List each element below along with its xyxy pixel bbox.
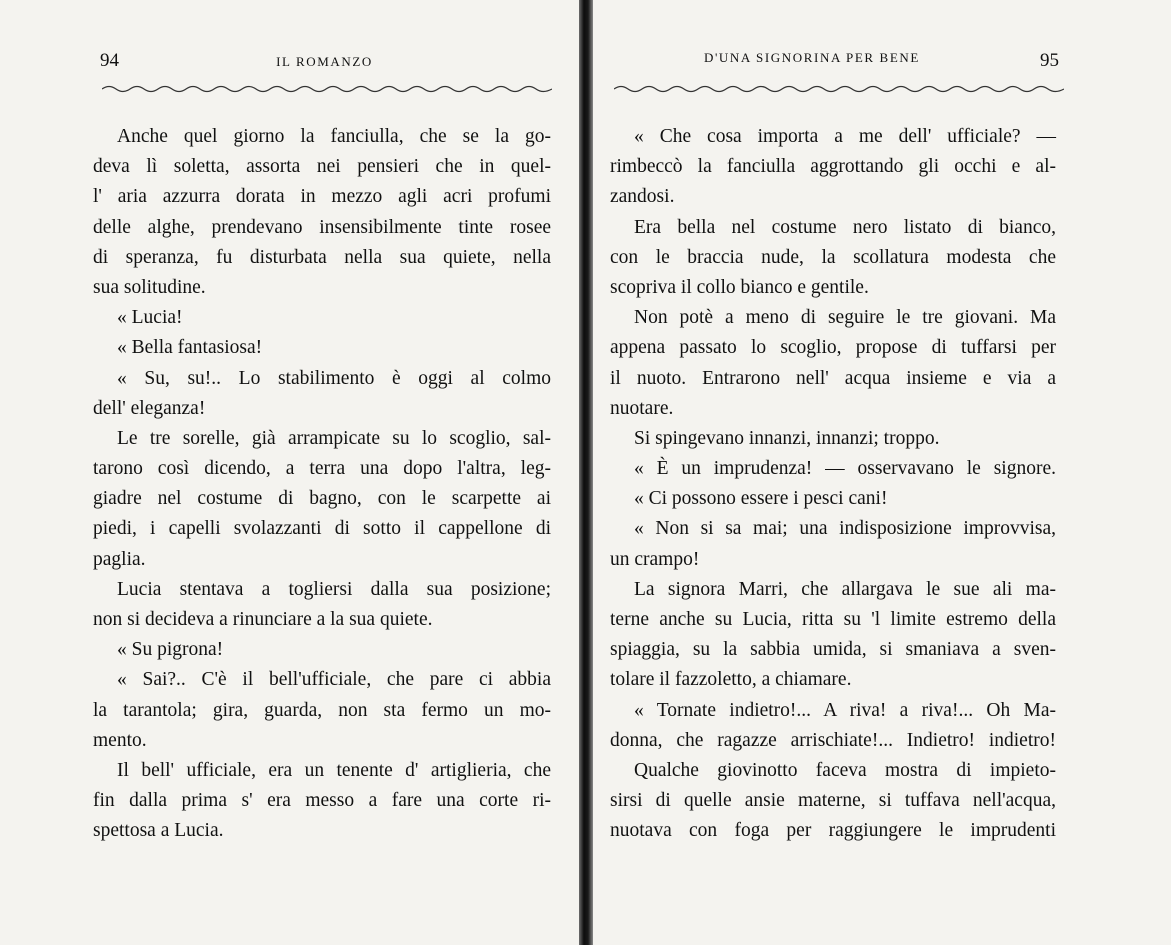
text-line: « Sai?.. C'è il bell'ufficiale, che pare ci abbia [117,669,551,691]
text-line: nuotava con foga per raggiungere le imprudenti [610,820,1056,842]
text-line: « Bella fantasiosa! [117,337,263,359]
text-line: giadre nel costume di bagno, con le scarpette ai [93,488,551,510]
text-line: Anche quel giorno la fanciulla, che se la go- [117,126,551,147]
right-running-title: D'UNA SIGNORINA PER BENE [704,50,920,65]
text-line: « Che cosa importa a me dell' ufficiale? — [634,126,1056,147]
book-gutter [579,0,593,945]
text-line: « Tornate indietro!... A riva! a riva!... Oh Ma- [634,699,1056,721]
text-line: « Su, su!.. Lo stabilimento è oggi al colmo [117,367,551,389]
left-page-body [93,122,551,847]
right-page [592,0,1171,945]
text-line: tolare il fazzoletto, a chiamare. [610,669,852,691]
text-line: terne anche su Lucia, ritta su 'l limite estremo della [610,609,1056,630]
text-line: sua solitudine. [93,276,206,298]
text-line: la tarantola; gira, guarda, non sta fermo un mo- [93,699,551,721]
text-line: spettosa a Lucia. [93,820,224,842]
text-line: con le braccia nude, la scollatura modesta che [610,246,1056,268]
text-line: Si spingevano innanzi, innanzi; troppo. [634,427,940,449]
text-line: Qualche giovinotto faceva mostra di impieto- [634,759,1056,781]
text-line: tarono così dicendo, a terra una dopo l'altra, leg- [93,458,551,480]
text-line: « Ci possono essere i pesci cani! [634,488,888,510]
text-line: Non potè a meno di seguire le tre giovani. Ma [634,307,1056,329]
text-line: dell' eleganza! [93,397,206,419]
text-line: un crampo! [610,548,700,570]
text-line: non si decideva a rinunciare a la sua quiete. [93,609,433,630]
text-line: donna, che ragazze arrischiate!... Indietro! indietro! [610,729,1056,751]
right-page-header [704,50,1062,74]
text-line: paglia. [93,548,146,570]
text-line: di speranza, fu disturbata nella sua quiete, nella [93,246,551,268]
text-line: nuotare. [610,397,674,419]
text-line: il nuoto. Entrarono nell' acqua insieme e via a [610,367,1056,389]
text-line: l' aria azzurra dorata in mezzo agli acri profumi [93,186,551,208]
text-line: Lucia stentava a togliersi dalla sua posizione; [117,578,551,600]
left-page [0,0,580,945]
left-ornamental-rule [102,82,552,96]
text-line: mento. [93,729,147,751]
left-running-title: IL ROMANZO [276,54,373,69]
right-page-body [610,122,1056,847]
text-line: « È un imprudenza! — osservavano le signore. [634,458,1056,480]
text-line: rimbeccò la fanciulla aggrottando gli occhi e al- [610,156,1056,178]
right-ornamental-rule [614,82,1064,96]
left-page-header [100,50,550,74]
text-line: « Su pigrona! [117,639,224,661]
text-line: Il bell' ufficiale, era un tenente d' artiglieria, che [117,759,551,781]
left-page-number: 94 [100,50,119,71]
text-line: fin dalla prima s' era messo a fare una corte ri- [93,790,551,812]
text-line: zandosi. [610,186,675,208]
text-line: appena passato lo scoglio, propose di tuffarsi per [610,337,1056,359]
text-line: delle alghe, prendevano insensibilmente tinte rosee [93,216,551,238]
text-line: deva lì soletta, assorta nei pensieri che in quel- [93,156,551,178]
text-line: sirsi di quelle ansie materne, si tuffava nell'acqua, [610,790,1056,812]
text-line: piedi, i capelli svolazzanti di sotto il cappellone di [93,518,551,540]
text-line: « Lucia! [117,307,183,329]
text-line: La signora Marri, che allargava le sue ali ma- [634,578,1056,600]
text-line: « Non si sa mai; una indisposizione improvvisa, [634,518,1056,540]
right-page-number: 95 [1040,50,1059,71]
text-line: spiaggia, su la sabbia umida, si smaniava a sven- [610,639,1056,661]
text-line: Le tre sorelle, già arrampicate su lo scoglio, sal- [117,427,551,449]
text-line: Era bella nel costume nero listato di bianco, [634,216,1056,238]
text-line: scopriva il collo bianco e gentile. [610,276,869,298]
